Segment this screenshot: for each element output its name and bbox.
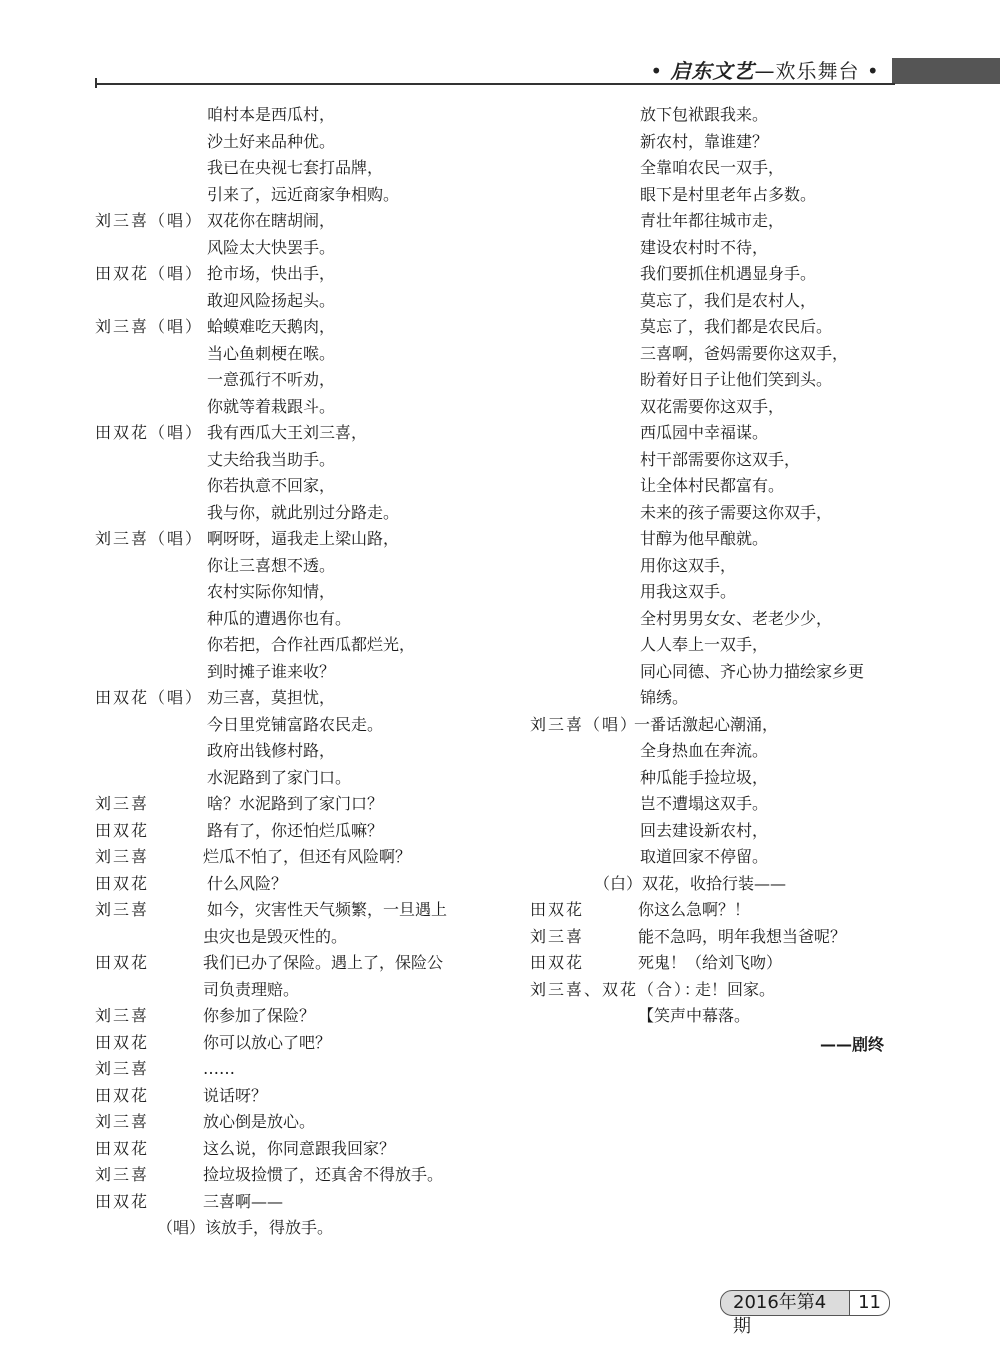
script-line	[95, 182, 475, 209]
line-text: 种瓜的遭遇你也有。	[207, 608, 352, 628]
script-line	[95, 1215, 475, 1242]
line-text: 丈夫给我当助手。	[207, 449, 336, 469]
line-text: 放下包袱跟我来。	[640, 105, 769, 124]
script-line	[95, 685, 475, 712]
script-line	[95, 420, 475, 447]
line-text: （白）双花，收拾行装——	[594, 873, 787, 893]
line-text: 青壮年都往城市走，	[640, 211, 785, 230]
line-text: 用我这双手。	[640, 582, 737, 601]
script-line	[95, 553, 475, 580]
script-line	[95, 1003, 475, 1030]
page-number: 11	[850, 1290, 890, 1316]
script-line	[95, 394, 475, 421]
line-text: 甘醇为他早酿就。	[640, 529, 769, 548]
script-line	[530, 500, 900, 527]
script-line	[95, 235, 475, 262]
line-text: 今日里党铺富路农民走。	[207, 714, 384, 734]
line-text: 我们要抓住机遇显身手。	[640, 264, 817, 283]
line-text: 盼着好日子让他们笑到头。	[640, 370, 833, 389]
line-text: 用你这双手，	[640, 555, 737, 575]
line-text: 锦绣。	[640, 688, 689, 707]
line-text: 同心同德、齐心协力描绘家乡更	[640, 661, 865, 681]
speaker-label: 刘三喜	[95, 1112, 150, 1131]
script-line	[95, 341, 475, 368]
script-line	[95, 1083, 475, 1110]
line-text: 三喜啊——	[203, 1191, 284, 1211]
script-line	[530, 420, 900, 447]
line-text: 路有了，你还怕烂瓜嘛？	[207, 820, 384, 840]
line-text: 咱村本是西瓜村，	[207, 105, 336, 124]
script-line	[95, 606, 475, 633]
line-text: 农村实际你知情，	[207, 582, 336, 601]
speaker-label: 田双花（唱）	[95, 423, 204, 442]
script-line	[95, 632, 475, 659]
speaker-label: 刘三喜	[530, 926, 585, 946]
issue-label: 2016年第4期	[720, 1290, 850, 1316]
script-line	[530, 553, 900, 580]
line-text: 捡垃圾捡惯了，还真舍不得放手。	[203, 1165, 444, 1184]
script-line	[530, 208, 900, 235]
running-header	[640, 58, 890, 84]
speaker-label: 田双花（唱）	[95, 688, 204, 707]
line-text: （唱）该放手，得放手。	[157, 1218, 334, 1237]
line-text: 西瓜园中幸福谋。	[640, 423, 769, 442]
script-line	[530, 606, 900, 633]
script-line	[95, 129, 475, 156]
line-text: 一番话激起心潮涌，	[634, 714, 779, 734]
right-column	[530, 102, 900, 1030]
script-line	[530, 235, 900, 262]
script-line	[530, 526, 900, 553]
line-text: 岂不遭塌这双手。	[640, 794, 769, 813]
header-bullet-left: •	[650, 59, 671, 83]
line-text: 双花需要你这双手，	[640, 396, 785, 416]
script-line	[95, 579, 475, 606]
script-line	[530, 871, 900, 898]
header-section: —欢乐舞台	[754, 59, 860, 83]
script-line	[95, 1162, 475, 1189]
script-line	[95, 526, 475, 553]
script-line	[95, 1189, 475, 1216]
script-line	[530, 447, 900, 474]
script-line	[530, 897, 900, 924]
speaker-label: 刘三喜、双花（合）：	[530, 979, 703, 999]
line-text: 你可以放心了吧？	[203, 1032, 332, 1052]
speaker-label: 田双花	[530, 953, 585, 972]
line-text: 种瓜能手捡垃圾，	[640, 767, 769, 787]
header-tick	[95, 78, 97, 88]
line-text: 全身热血在奔流。	[640, 741, 769, 760]
line-text: 未来的孩子需要这你双手，	[640, 502, 833, 522]
line-text: 你让三喜想不透。	[207, 555, 336, 575]
script-line	[530, 155, 900, 182]
script-line	[95, 897, 475, 924]
script-line	[95, 500, 475, 527]
script-line	[95, 738, 475, 765]
script-line	[530, 791, 900, 818]
script-line	[95, 818, 475, 845]
line-text: 双花你在瞎胡闹，	[207, 211, 336, 230]
line-text: 抢市场，快出手，	[207, 264, 336, 283]
header-bullet-right: •	[859, 59, 880, 83]
script-line	[530, 1003, 900, 1030]
left-column	[95, 102, 475, 1242]
line-text: 村干部需要你这双手，	[640, 449, 801, 469]
speaker-label: 刘三喜	[95, 900, 150, 919]
script-line	[95, 367, 475, 394]
script-line	[530, 473, 900, 500]
line-text: 你参加了保险？	[203, 1006, 316, 1025]
line-text: 水泥路到了家门口。	[207, 767, 352, 787]
line-text: 我与你，就此别过分路走。	[207, 502, 400, 522]
speaker-label: 刘三喜（唱）	[95, 317, 204, 336]
line-text: 你这么急啊？！	[638, 900, 751, 919]
script-line	[95, 1136, 475, 1163]
script-line	[95, 871, 475, 898]
script-line	[530, 261, 900, 288]
line-text: 人人奉上一双手，	[640, 635, 769, 654]
line-text: 能不急吗，明年我想当爸呢？	[638, 926, 847, 946]
script-line	[530, 288, 900, 315]
speaker-label: 田双花	[530, 900, 585, 919]
line-text: 啊呀呀，逼我走上梁山路，	[207, 529, 400, 548]
script-line	[95, 447, 475, 474]
script-line	[530, 394, 900, 421]
speaker-label: 刘三喜	[95, 1165, 150, 1184]
line-text: 你就等着栽跟斗。	[207, 396, 336, 416]
script-line	[95, 712, 475, 739]
line-text: 全靠咱农民一双手，	[640, 158, 785, 177]
header-brand: 启东文艺	[670, 59, 755, 83]
line-text: 死鬼！（给刘飞吻）	[638, 953, 783, 972]
line-text: 【笑声中幕落。	[638, 1006, 751, 1025]
script-line	[95, 924, 475, 951]
script-line	[95, 1109, 475, 1136]
line-text: 回去建设新农村，	[640, 820, 769, 840]
line-text: 到时摊子谁来收？	[207, 661, 336, 681]
speaker-label: 田双花	[95, 873, 150, 893]
line-text: 你若执意不回家，	[207, 476, 336, 495]
line-text: 风险太大快罢手。	[207, 237, 336, 257]
speaker-label: 刘三喜	[95, 794, 150, 813]
line-text: 眼下是村里老年占多数。	[640, 184, 817, 204]
speaker-label: 田双花	[95, 1032, 150, 1052]
script-line	[530, 950, 900, 977]
line-text: 司负责理赔。	[203, 979, 300, 999]
header-bar	[892, 58, 1000, 84]
line-text: ……	[203, 1059, 235, 1078]
script-line	[95, 659, 475, 686]
script-line	[95, 765, 475, 792]
line-text: 说话呀？	[203, 1085, 268, 1105]
line-text: 走！回家。	[695, 979, 776, 999]
line-text: 一意孤行不听劝，	[207, 370, 336, 389]
speaker-label: 田双花	[95, 1085, 150, 1105]
line-text: 取道回家不停留。	[640, 847, 769, 866]
speaker-label: 刘三喜（唱）	[530, 714, 639, 734]
line-text: 劝三喜，莫担忧，	[207, 688, 336, 707]
line-text: 三喜啊，爸妈需要你这双手，	[640, 343, 849, 363]
speaker-label: 刘三喜	[95, 1059, 150, 1078]
script-line	[530, 632, 900, 659]
script-line	[95, 844, 475, 871]
line-text: 让全体村民都富有。	[640, 476, 785, 495]
speaker-label: 田双花（唱）	[95, 264, 204, 283]
line-text: 烂瓜不怕了，但还有风险啊？	[203, 847, 412, 866]
line-text: 如今，灾害性天气频繁，一旦遇上	[207, 900, 448, 919]
line-text: 莫忘了，我们都是农民后。	[640, 317, 833, 336]
speaker-label: 田双花	[95, 1191, 150, 1211]
footer	[720, 1290, 890, 1337]
header-rule	[95, 83, 895, 85]
line-text: 什么风险？	[207, 873, 288, 893]
script-line	[530, 659, 900, 686]
speaker-label: 刘三喜（唱）	[95, 529, 204, 548]
line-text: 敢迎风险扬起头。	[207, 290, 336, 310]
speaker-label: 田双花	[95, 1138, 150, 1158]
script-line	[530, 367, 900, 394]
script-line	[530, 844, 900, 871]
script-line	[530, 924, 900, 951]
script-line	[530, 102, 900, 129]
end-mark: ——剧终	[820, 1035, 885, 1054]
script-line	[530, 129, 900, 156]
line-text: 新农村，靠谁建？	[640, 131, 769, 151]
line-text: 虫灾也是毁灭性的。	[203, 926, 348, 946]
script-line	[530, 765, 900, 792]
speaker-label: 田双花	[95, 953, 150, 972]
script-line	[95, 208, 475, 235]
script-line	[95, 102, 475, 129]
script-line	[95, 473, 475, 500]
speaker-label: 田双花	[95, 820, 150, 840]
script-line	[530, 341, 900, 368]
script-line	[95, 977, 475, 1004]
line-text: 引来了，远近商家争相购。	[207, 184, 400, 204]
script-line	[530, 712, 900, 739]
script-line	[95, 288, 475, 315]
line-text: 你若把，合作社西瓜都烂光，	[207, 635, 416, 654]
line-text: 当心鱼刺梗在喉。	[207, 343, 336, 363]
script-line	[530, 314, 900, 341]
script-line	[95, 791, 475, 818]
script-line	[95, 261, 475, 288]
line-text: 全村男男女女、老老少少，	[640, 608, 833, 628]
script-line	[530, 685, 900, 712]
line-text: 莫忘了，我们是农村人，	[640, 290, 817, 310]
line-text: 我们已办了保险。遇上了，保险公	[203, 953, 444, 972]
line-text: 沙土好来品种优。	[207, 131, 336, 151]
script-line	[530, 182, 900, 209]
script-line	[95, 950, 475, 977]
line-text: 蛤蟆难吃天鹅肉，	[207, 317, 336, 336]
line-text: 政府出钱修村路，	[207, 741, 336, 760]
line-text: 放心倒是放心。	[203, 1112, 316, 1131]
speaker-label: 刘三喜（唱）	[95, 211, 204, 230]
script-line	[530, 579, 900, 606]
line-text: 我已在央视七套打品牌，	[207, 158, 384, 177]
line-text: 啥？水泥路到了家门口？	[207, 794, 384, 813]
speaker-label: 刘三喜	[95, 1006, 150, 1025]
script-line	[530, 818, 900, 845]
line-text: 这么说，你同意跟我回家？	[203, 1138, 396, 1158]
line-text: 建设农村时不待，	[640, 237, 769, 257]
line-text: 我有西瓜大王刘三喜，	[207, 423, 368, 442]
script-line	[95, 1056, 475, 1083]
script-line	[95, 1030, 475, 1057]
script-line	[95, 314, 475, 341]
script-line	[530, 977, 900, 1004]
speaker-label: 刘三喜	[95, 847, 150, 866]
script-line	[95, 155, 475, 182]
script-line	[530, 738, 900, 765]
